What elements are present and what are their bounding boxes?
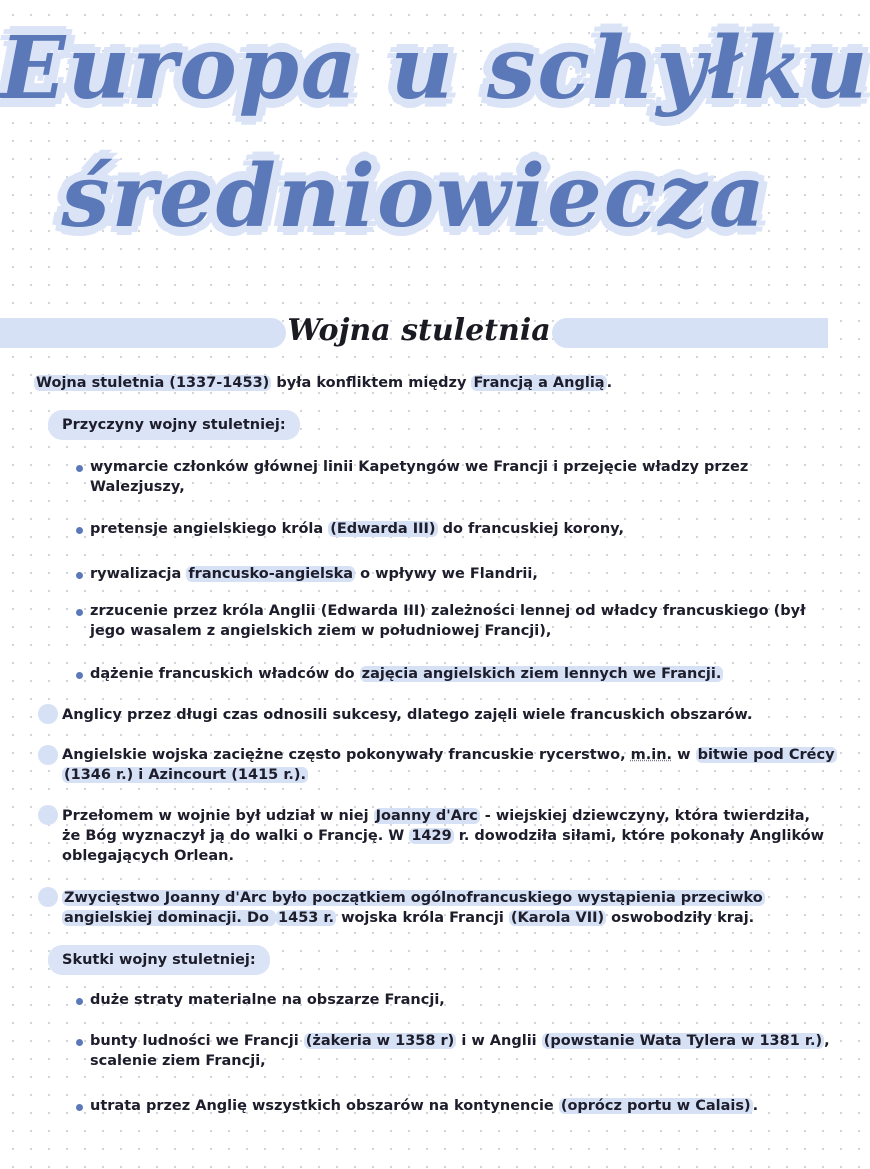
bullet-icon xyxy=(76,672,83,679)
bullet-icon xyxy=(76,998,83,1005)
intro-text: Wojna stuletnia (1337-1453) była konfliktem między Francją a Anglią . xyxy=(36,375,613,391)
paragraph-marker-icon xyxy=(38,745,58,765)
effect-item-2: bunty ludności we Francji (żakeria w 1358 r) i w Anglii (powstanie Wata Tylera w 1381 r.) , scalenie ziem Francji, xyxy=(90,1033,830,1069)
paragraph-marker-icon xyxy=(38,805,58,825)
cause-item-3: rywalizacja francusko-angielska o wpływy we Flandrii, xyxy=(90,566,538,582)
paragraph-4: Zwycięstwo Joanny d'Arc było początkiem ogólnofrancuskiego wystąpienia przeciwko angielskiej dominacji. Do 1453 r. wojska króla Francji (Karola VII) oswobodziły kraj. xyxy=(64,890,763,926)
bullet-icon xyxy=(76,465,83,472)
section-title: Wojna stuletnia xyxy=(287,313,551,348)
cause-item-4: zrzucenie przez króla Anglii (Edwarda III) zależności lennej od władcy francuskiego (był jego wasalem z angielskich ziem w południowej Francji), xyxy=(90,603,806,639)
paragraph-marker-icon xyxy=(38,704,58,724)
bullet-icon xyxy=(76,1104,83,1111)
cause-item-5: dążenie francuskich władców do zajęcia angielskich ziem lennych we Francji. xyxy=(90,666,722,682)
bullet-icon xyxy=(76,572,83,579)
causes-header: Przyczyny wojny stuletniej: xyxy=(48,410,300,440)
page-title-line-2: średniowiecza xyxy=(61,146,767,247)
effect-item-3: utrata przez Anglię wszystkich obszarów na kontynencie (oprócz portu w Calais) . xyxy=(90,1098,759,1114)
cause-item-2: pretensje angielskiego króla (Edwarda III) do francuskiej korony, xyxy=(90,521,625,537)
bullet-icon xyxy=(76,527,83,534)
section-band-right xyxy=(552,318,828,348)
paragraph-3: Przełomem w wojnie był udział w niej Joanny d'Arc - wiejskiej dziewczyny, która twierdziła, że Bóg wyznaczył ją do walki o Francję. W 1429 r. dowodziła siłami, które pokonały Anglików oblegających Orlean. xyxy=(62,808,825,864)
page-title-line-1: Europa u schyłku xyxy=(0,18,870,119)
effects-header: Skutki wojny stuletniej: xyxy=(48,945,270,975)
section-band-left xyxy=(0,318,286,348)
paragraph-marker-icon xyxy=(38,887,58,907)
effect-item-1: duże straty materialne na obszarze Francji, xyxy=(90,992,445,1008)
paragraph-2: Angielskie wojska zaciężne często pokonywały francuskie rycerstwo, m.in. w bitwie pod Crécy (1346 r.) i Azincourt (1415 r.). xyxy=(62,747,835,783)
bullet-icon xyxy=(76,1039,83,1046)
bullet-icon xyxy=(76,609,83,616)
cause-item-1: wymarcie członków głównej linii Kapetyngów we Francji i przejęcie władzy przez Walezjuszy, xyxy=(90,459,749,495)
paragraph-1: Anglicy przez długi czas odnosili sukcesy, dlatego zajęli wiele francuskich obszarów. xyxy=(62,707,753,723)
